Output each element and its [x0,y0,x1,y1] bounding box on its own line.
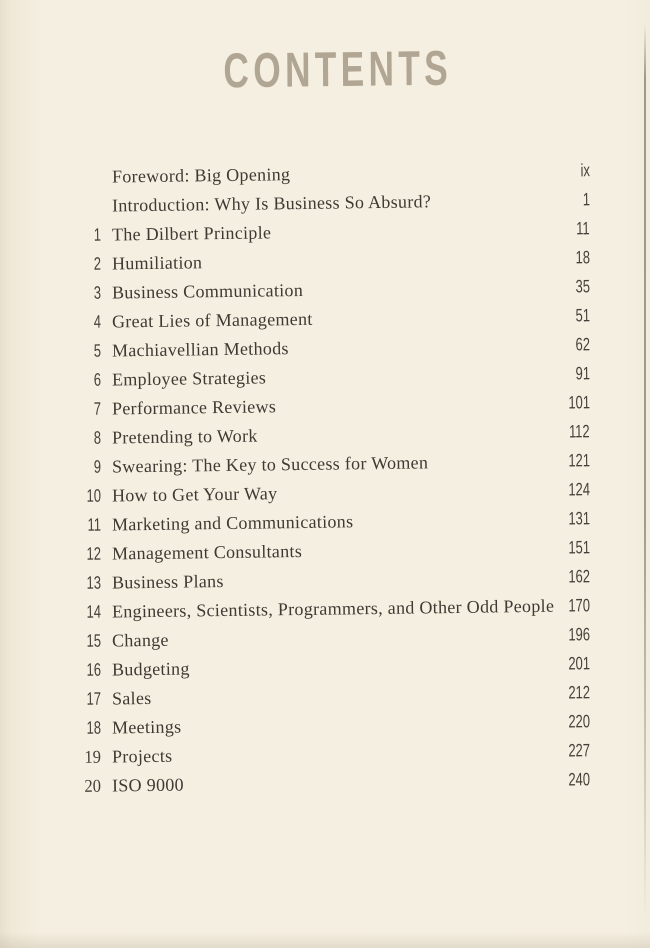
entry-title: Change [111,629,169,651]
entry-page: 212 [568,682,591,703]
entry-page: 51 [575,305,591,326]
entry-page: 62 [575,334,591,355]
entry-title: Marketing and Communications [111,511,354,535]
chapter-number: 10 [86,485,102,506]
toc-list [72,160,591,801]
entry-title: Great Lies of Management [111,308,313,332]
entry-title: Foreword: Big Opening [111,164,291,187]
entry-page: 162 [568,566,591,587]
page-edge-line [644,24,646,920]
entry-title: Projects [111,745,173,767]
entry-page: 170 [568,595,591,616]
chapter-number: 14 [86,601,102,622]
entry-page: 240 [568,769,591,790]
entry-title: How to Get Your Way [111,483,278,506]
chapter-number: 19 [84,746,102,767]
chapter-number: 4 [93,311,102,332]
entry-page: 124 [568,479,591,500]
entry-title: Business Communication [111,279,304,303]
entry-page: 196 [568,624,591,645]
page-title: CONTENTS [223,41,453,99]
entry-title: Swearing: The Key to Success for Women [111,452,429,477]
entry-title: Employee Strategies [111,367,267,390]
page-title-wrap [0,42,650,98]
entry-page: 18 [575,247,591,268]
chapter-number: 11 [87,514,102,535]
chapter-number: 1 [93,224,102,245]
entry-page: 11 [576,218,591,239]
entry-title: Budgeting [111,658,190,680]
entry-page: 101 [568,392,591,413]
entry-title: Business Plans [111,571,224,593]
chapter-number: 3 [93,282,102,303]
chapter-number: 7 [93,398,102,419]
entry-title: Management Consultants [111,540,303,564]
chapter-number: 17 [86,688,102,709]
entry-page: 131 [568,508,591,529]
entry-page: 151 [568,537,591,558]
entry-page: 201 [568,653,591,674]
entry-title: Sales [111,687,152,709]
entry-title: ISO 9000 [111,774,185,796]
entry-title: Meetings [111,716,182,738]
chapter-number: 20 [84,775,102,796]
chapter-number: 18 [86,717,102,738]
chapter-number: 5 [93,340,102,361]
chapter-number: 2 [93,253,102,274]
entry-title: Machiavellian Methods [111,338,289,361]
chapter-number: 12 [86,543,102,564]
entry-title: The Dilbert Principle [111,222,272,245]
entry-title: Engineers, Scientists, Programmers, and Other Odd People [111,595,555,622]
entry-title: Humiliation [111,252,203,274]
chapter-number: 15 [86,630,102,651]
entry-page: 1 [582,189,591,210]
chapter-number: 8 [93,427,102,448]
toc-row [72,765,590,801]
chapter-number: 16 [86,659,102,680]
chapter-number: 13 [86,572,102,593]
entry-page: 35 [575,276,591,297]
chapter-number: 9 [93,456,102,477]
entry-title: Introduction: Why Is Business So Absurd? [111,191,432,216]
entry-title: Performance Reviews [111,396,277,419]
entry-page: 227 [568,740,591,761]
entry-page: 121 [568,450,591,471]
entry-page: 112 [569,421,591,442]
entry-page: 220 [568,711,591,732]
chapter-number: 6 [93,369,102,390]
entry-page: ix [580,160,591,181]
entry-title: Pretending to Work [111,425,258,448]
entry-page: 91 [575,363,591,384]
